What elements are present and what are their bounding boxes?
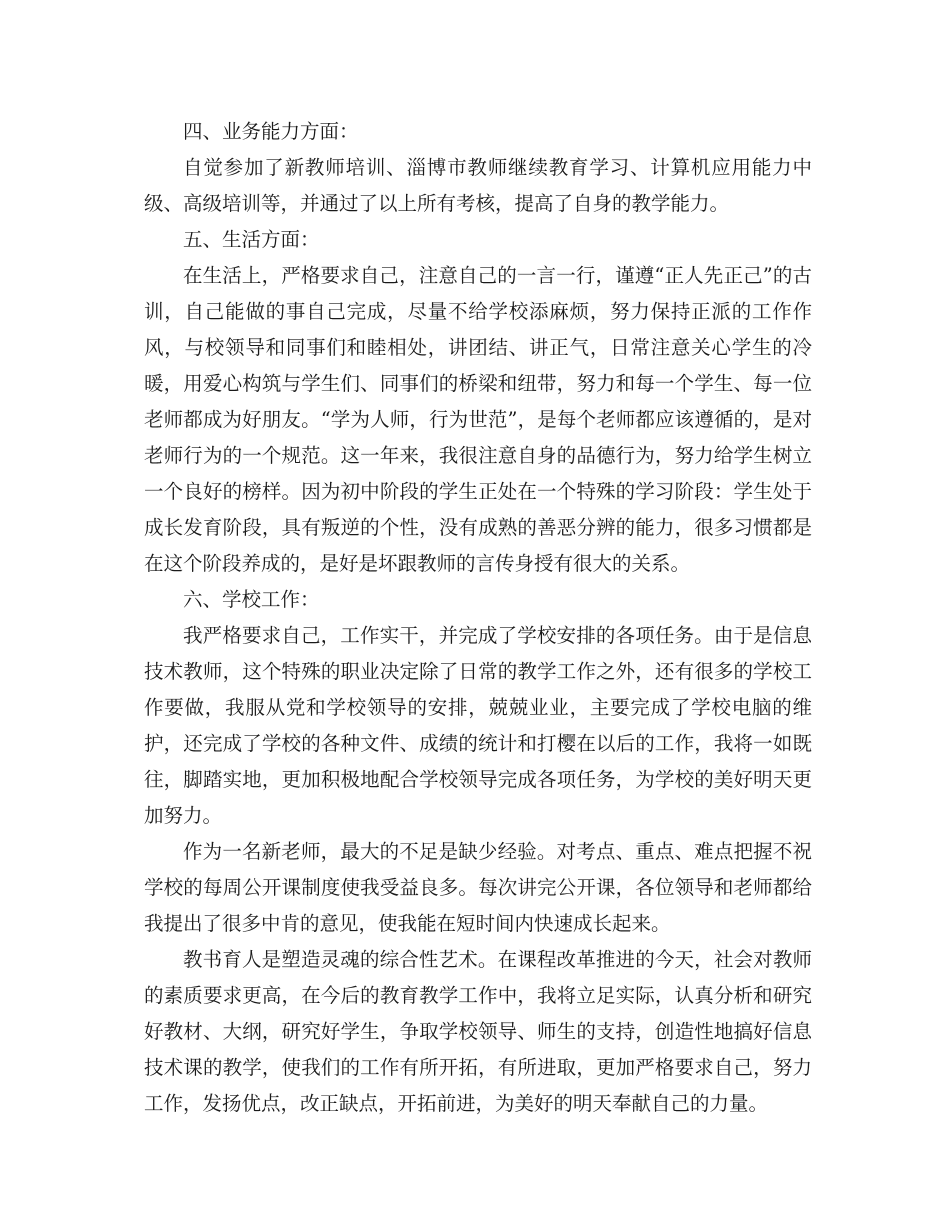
document-body — [144, 114, 812, 1122]
heading-life: 五、生活方面： — [183, 228, 320, 251]
paragraph-business-ability: 自觉参加了新教师培训、淄博市教师继续教育学习、计算机应用能力中级、高级培训等，并通过了以上所有考核，提高了自身的教学能力。 — [144, 156, 812, 215]
paragraph-new-teacher: 作为一名新老师，最大的不足是缺少经验。对考点、重点、难点把握不祝学校的每周公开课制度使我受益良多。每次讲完公开课，各位领导和老师都给我提出了很多中肯的意见，使我能在短时间内快速成长起来。 — [144, 840, 812, 935]
paragraph-conclusion: 教书育人是塑造灵魂的综合性艺术。在课程改革推进的今天，社会对教师的素质要求更高，在今后的教育教学工作中，我将立足实际，认真分析和研究好教材、大纲，研究好学生，争取学校领导、师生的支持，创造性地搞好信息技术课的教学，使我们的工作有所开拓，有所进取，更加严格要求自己，努力工作，发扬优点，改正缺点，开拓前进，为美好的明天奉献自己的力量。 — [144, 948, 812, 1115]
heading-business-ability: 四、业务能力方面： — [183, 120, 359, 143]
paragraph-school-work: 我严格要求自己，工作实干，并完成了学校安排的各项任务。由于是信息技术教师，这个特殊的职业决定除了日常的教学工作之外，还有很多的学校工作要做，我服从党和学校领导的安排，兢兢业业，主要完成了学校电脑的维护，还完成了学校的各种文件、成绩的统计和打樱在以后的工作，我将一如既往，脚踏实地，更加积极地配合学校领导完成各项任务，为学校的美好明天更加努力。 — [144, 624, 812, 827]
heading-school-work: 六、学校工作： — [183, 588, 320, 611]
paragraph-life: 在生活上，严格要求自己，注意自己的一言一行，谨遵“正人先正己”的古训，自己能做的事自己完成，尽量不给学校添麻烦，努力保持正派的工作作风，与校领导和同事们和睦相处，讲团结、讲正气，日常注意关心学生的冷暖，用爱心构筑与学生们、同事们的桥梁和纽带，努力和每一个学生、每一位老师都成为好朋友。“学为人师，行为世范”，是每个老师都应该遵循的，是对老师行为的一个规范。这一年来，我很注意自身的品德行为，努力给学生树立一个良好的榜样。因为初中阶段的学生正处在一个特殊的学习阶段：学生处于成长发育阶段，具有叛逆的个性，没有成熟的善恶分辨的能力，很多习惯都是在这个阶段养成的，是好是坏跟教师的言传身授有很大的关系。 — [144, 264, 812, 575]
